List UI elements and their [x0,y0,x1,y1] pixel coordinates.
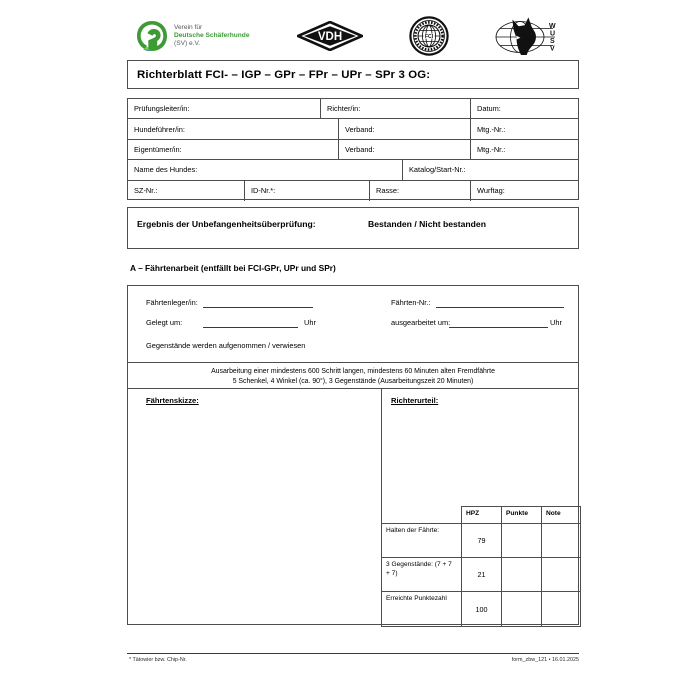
logo-strip [127,12,579,60]
score-col-punkte: Punkte [502,507,542,524]
table-row [128,140,578,160]
temperament-test-label: Ergebnis der Unbefangenheitsüberprüfung: [137,219,316,229]
table-row [128,99,578,119]
score-row-label-erreichte: Erreichte Punktezahl [382,592,462,627]
field-faehrtenleger-input[interactable] [203,307,313,308]
field-mtgnr-1[interactable]: Mtg.-Nr.: [470,119,580,138]
field-faehrten-nr-input[interactable] [436,307,564,308]
verdict-area-label: Richterurteil: [391,396,439,405]
field-gelegt-um-unit: Uhr [304,318,316,327]
field-hundefuehrer[interactable]: Hundeführer/in: [134,124,185,134]
wusv-letter-u: U [550,30,556,38]
score-col-blank [382,507,462,524]
score-hpz-erreichte: 100 [462,592,502,627]
temperament-test-result[interactable]: Bestanden / Nicht bestanden [368,219,486,229]
sv-logo-line2: Deutsche Schäferhunde [174,31,250,39]
vdh-logo [297,21,363,51]
svg-text:VDH: VDH [318,31,343,44]
fci-logo [409,16,449,56]
field-pruefungsleiter[interactable]: Prüfungsleiter/in: [134,104,190,114]
field-ausgearbeitet-um-label: ausgearbeitet um: [391,318,451,327]
field-faehrten-nr-label: Fährten-Nr.: [391,298,431,307]
page-title: Richterblatt FCI- – IGP – GPr – FPr – UPr – SPr 3 OG: [137,69,431,81]
field-ausgearbeitet-um-unit: Uhr [550,318,562,327]
form-title-box [127,60,579,89]
table-row [128,160,578,180]
table-row [382,524,581,558]
score-col-hpz: HPZ [462,507,502,524]
sv-emblem-icon [135,19,169,53]
sv-logo [135,19,249,53]
table-header-row [382,507,581,524]
wusv-logo [491,13,565,59]
participant-info-table [127,98,579,200]
field-gegenstaende-note: Gegenstände werden aufgenommen / verwiesen [146,341,306,350]
score-note-halten[interactable] [542,524,581,558]
field-ausgearbeitet-um-input[interactable] [449,327,548,328]
tracking-work-box [127,285,579,625]
score-hpz-halten: 79 [462,524,502,558]
field-id-nr[interactable]: ID-Nr.*: [244,181,369,201]
table-row [128,181,578,201]
field-katalog-start-nr[interactable]: Katalog/Start-Nr.: [402,160,580,179]
score-punkte-gegenstaende[interactable] [502,558,542,592]
field-gelegt-um-input[interactable] [203,327,298,328]
score-punkte-halten[interactable] [502,524,542,558]
field-verband-1[interactable]: Verband: [338,119,470,138]
table-row [382,592,581,627]
field-name-des-hundes[interactable]: Name des Hundes: [134,165,198,175]
footer-note: * Tätowier bzw. Chip-Nr. [129,657,187,663]
svg-text:FCI: FCI [425,33,434,40]
tracking-instructions-line1: Ausarbeitung einer mindestens 600 Schritt langen, mindestens 60 Minuten alten Fremdfährte [211,368,495,375]
tracking-instructions [128,362,578,389]
field-mtgnr-2[interactable]: Mtg.-Nr.: [470,140,580,159]
footer-form-id: form_zbw_121 • 16.01.2025 [511,657,579,663]
wusv-letter-s: S [550,38,556,45]
section-a-heading: A – Fährtenarbeit (entfällt bei FCI-GPr, UPr und SPr) [130,263,336,273]
field-faehrtenleger-label: Fährtenleger/in: [146,298,198,307]
score-row-label-gegenstaende: 3 Gegenstände: (7 + 7 + 7) [382,558,462,592]
temperament-test-box [127,207,579,249]
sv-logo-line3: (SV) e.V. [174,40,201,48]
sketch-area-label: Fährtenskizze: [146,396,199,405]
score-note-gegenstaende[interactable] [542,558,581,592]
footer-divider [127,653,579,654]
table-row [382,558,581,592]
field-rasse[interactable]: Rasse: [369,181,470,201]
wusv-letter-w: W [549,23,557,30]
score-row-label-halten: Halten der Fährte: [382,524,462,558]
score-note-erreichte[interactable] [542,592,581,627]
field-richter[interactable]: Richter/in: [320,99,470,118]
score-punkte-erreichte[interactable] [502,592,542,627]
field-gelegt-um-label: Gelegt um: [146,318,183,327]
sv-logo-line1: Verein für [174,23,203,31]
score-table [381,506,581,627]
tracking-instructions-line2: 5 Schenkel, 4 Winkel (ca. 90°), 3 Gegenstände (Ausarbeitungszeit 20 Minuten) [232,377,474,385]
table-row [128,119,578,139]
sv-logo-text [174,24,249,48]
score-col-note: Note [542,507,581,524]
field-sz-nr[interactable]: SZ-Nr.: [134,186,158,196]
field-wurftag[interactable]: Wurftag: [470,181,580,201]
wusv-letter-v: V [550,45,556,53]
field-eigentuemer[interactable]: Eigentümer/in: [134,144,182,154]
score-hpz-gegenstaende: 21 [462,558,502,592]
field-datum[interactable]: Datum: [470,99,580,118]
field-verband-2[interactable]: Verband: [338,140,470,159]
